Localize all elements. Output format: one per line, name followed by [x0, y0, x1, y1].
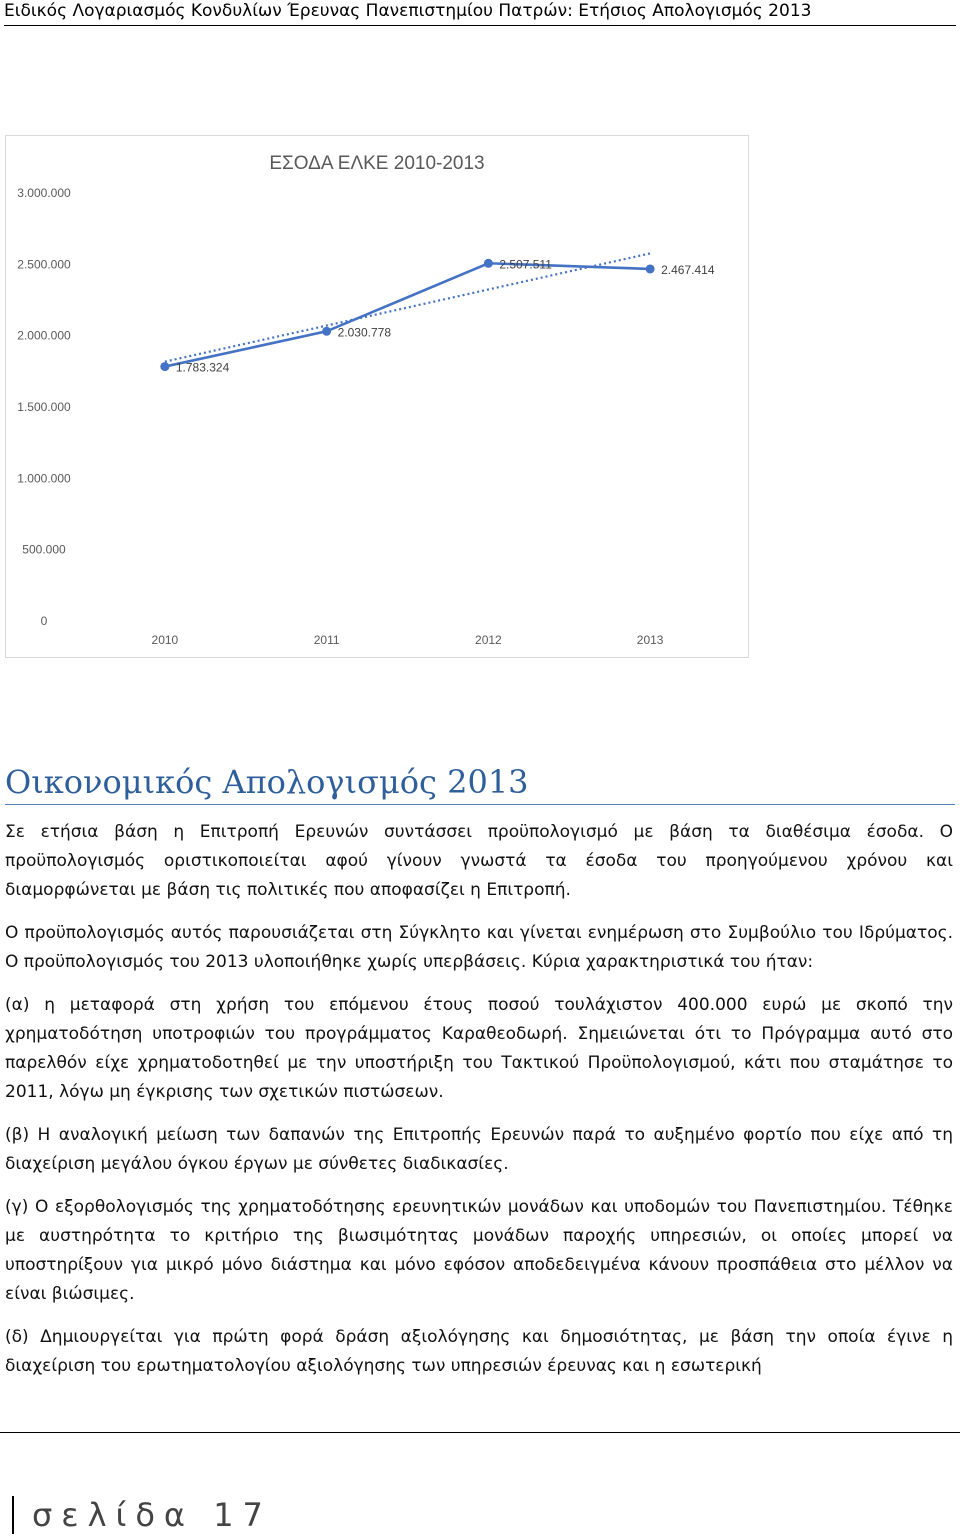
- data-point: [484, 259, 493, 268]
- x-tick-label: 2011: [313, 633, 340, 647]
- y-tick-label: 2.000.000: [17, 328, 71, 343]
- y-tick-label: 0: [40, 614, 48, 628]
- data-points: [160, 259, 654, 371]
- y-tick-label: 2.500.000: [17, 257, 71, 272]
- section-title: Οικονομικός Απολογισμός 2013: [5, 760, 955, 805]
- paragraph-d: (δ) Δημιουργείται για πρώτη φορά δράση αξιολόγησης και δημοσιότητας, με βάση την οποία έγινε η διαχείριση του ερωτηματολογίου αξιολόγησης των υπηρεσιών έρευνας και η εσωτερική: [5, 1327, 953, 1376]
- x-tick-label: 2010: [151, 633, 179, 647]
- y-tick-label: 1.000.000: [17, 471, 71, 486]
- data-label: 2.467.414: [661, 262, 715, 277]
- paragraph-a: (α) η μεταφορά στη χρήση του επόμενου έτους ποσού τουλάχιστον 400.000 ευρώ με σκοπό την χρηματοδότηση υποτροφιών του προγράμματος Καραθεοδωρή. Σημειώνεται ότι το Πρόγραμμα αυτό στο παρελθόν είχε χρηματοδοτηθεί με την υποστήριξη του Τακτικού Προϋπολογισμού, κάτι που σταμάτησε το 2011, λόγω μη έγκρισης των σχετικών πιστώσεων.: [5, 995, 953, 1102]
- page-header: Ειδικός Λογαριασμός Κονδυλίων Έρευνας Πανεπιστημίου Πατρών: Ετήσιος Απολογισμός 2013: [4, 0, 956, 26]
- data-label: 2.030.778: [337, 325, 392, 340]
- x-tick-label: 2012: [475, 633, 502, 647]
- data-point: [160, 362, 169, 371]
- footer-rule: [0, 1432, 960, 1433]
- data-label: 2.507.511: [499, 257, 552, 272]
- trend-line: [165, 253, 650, 361]
- paragraph-intro: Σε ετήσια βάση η Επιτροπή Ερευνών συντάσσει προϋπολογισμό με βάση τα διαθέσιμα έσοδα. Ο προϋπολογισμός οριστικοποιείται αφού γίνουν γνωστά τα έσοδα του προηγούμενου χρόνου και διαμορφώνεται με βάση τις πολιτικές που αποφασίζει η Επιτροπή.: [5, 822, 953, 900]
- paragraph-c: (γ) Ο εξορθολογισμός της χρηματοδότησης ερευνητικών μονάδων και υποδομών του Πανεπιστημίου. Τέθηκε με αυστηρότητα το κριτήριο της βιωσιμότητας μονάδων παροχής υπηρεσιών, οι οποίες μπορεί να υποστηρίξουν για μικρό μόνο διάστημα και μόνο εφόσον αποδεδειγμένα κάνουν προσπάθεια στο μέλλον να είναι βιώσιμες.: [5, 1197, 953, 1304]
- series-line: [165, 263, 650, 366]
- data-label: 1.783.324: [175, 360, 230, 375]
- y-tick-label: 500.000: [22, 542, 66, 557]
- y-tick-label: 3.000.000: [17, 186, 71, 200]
- data-point: [646, 264, 655, 273]
- x-axis-ticks: [152, 633, 664, 647]
- chart-title: ΕΣΟΔΑ ΕΛΚΕ 2010-2013: [269, 153, 485, 174]
- y-tick-label: 1.500.000: [17, 400, 71, 414]
- data-labels: [176, 257, 715, 374]
- revenue-chart: [5, 135, 749, 658]
- page-number: σελίδα 17: [12, 1496, 272, 1534]
- data-point: [322, 327, 331, 336]
- y-axis-ticks: [17, 186, 71, 628]
- paragraph-b: (β) Η αναλογική μείωση των δαπανών της Επιτροπής Ερευνών παρά το αυξημένο φορτίο που είχε από τη διαχείριση μεγάλου όγκου έργων με σύνθετες διαδικασίες.: [5, 1125, 953, 1174]
- paragraph-senate: Ο προϋπολογισμός αυτός παρουσιάζεται στη Σύγκλητο και γίνεται ενημέρωση στο Συμβούλιο του Ιδρύματος. Ο προϋπολογισμός του 2013 υλοποιήθηκε χωρίς υπερβάσεις. Κύρια χαρακτηριστικά του ήταν:: [5, 923, 953, 972]
- x-tick-label: 2013: [636, 633, 664, 647]
- chart-svg: [6, 136, 748, 657]
- body-text: [5, 818, 953, 1395]
